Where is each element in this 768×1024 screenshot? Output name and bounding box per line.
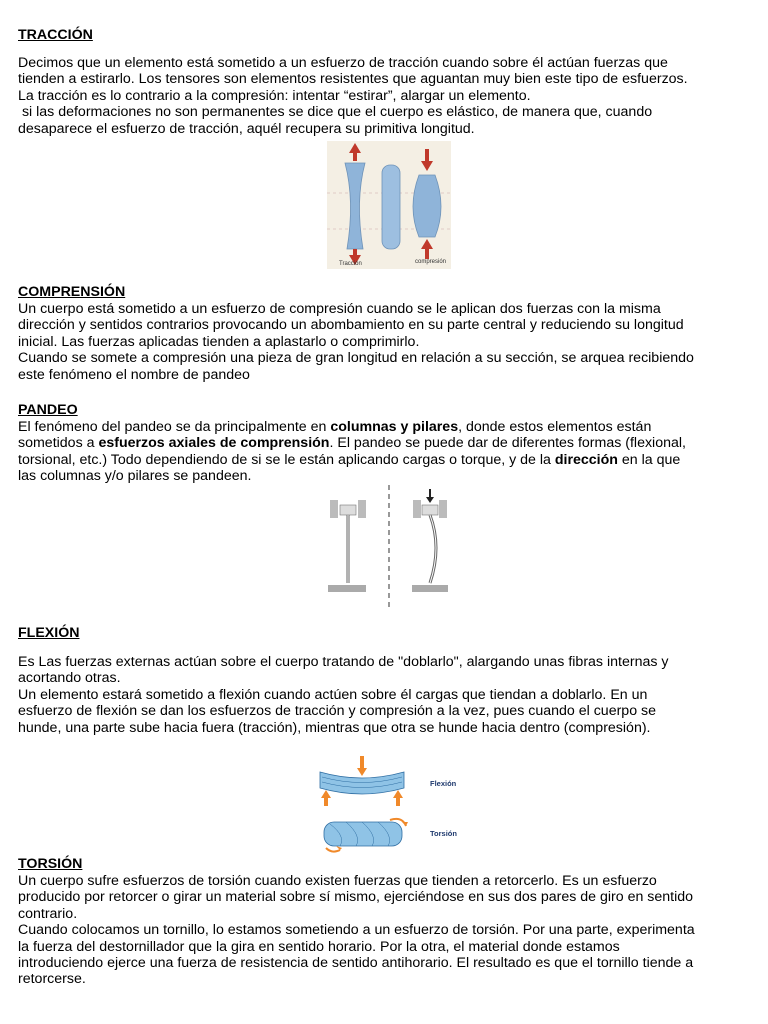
text-line: torsional, etc.) Todo dependiendo de si se le están aplicando cargas o torque, y de la dirección en la que [18,451,681,468]
buckling-figure [326,485,452,607]
arrow-up-icon [393,790,403,806]
section-traccion [18,27,756,44]
text-line: sometidos a esfuerzos axiales de comprensión. El pandeo se puede dar de diferentes formas (flexional, [18,435,686,452]
text-line: contrario. [18,905,78,922]
paragraph-traccion [18,55,756,137]
text-line: introduciendo ejerce una fuerza de resistencia de sentido antihorario. El resultado es que el tornillo tiende a [18,955,694,972]
paragraph-flexion [18,654,756,736]
compressed-cylinder [413,175,441,237]
figure-label: Tracción [339,261,362,267]
section-torsion [18,856,756,988]
text-line: Un cuerpo está sometido a un esfuerzo de compresión cuando se le aplican dos fuerzas con la misma [18,301,661,317]
text-line: las columnas y/o pilares se pandeen. [18,468,252,485]
arrow-up-icon [321,790,331,806]
section-flexion [18,625,756,642]
text-line: El fenómeno del pandeo se da principalmente en columnas y pilares, donde estos elementos están [18,419,652,435]
arrow-down-icon [357,756,367,776]
figure-label: Torsión [430,829,457,838]
heading-torsion: TORSIÓN [18,856,83,872]
heading-pandeo: PANDEO [18,402,78,418]
heading-compresion: COMPRENSIÓN [18,284,126,300]
text-line: Decimos que un elemento está sometido a un esfuerzo de tracción cuando sobre él actúan fuerzas que [18,55,668,71]
text-line: acortando otras. [18,670,121,687]
text-line: La tracción es lo contrario a la compresión: intentar “estirar”, alargar un elemento. [18,87,531,104]
section-compresion [18,284,756,383]
traction-compression-figure [327,141,451,269]
text-line: tienden a estirarlo. Los tensores son elementos resistentes que aguantan muy bien este tipo de esfuerzos. [18,71,688,88]
twisted-rod [324,822,402,846]
arrow-down-icon [426,489,434,503]
section-pandeo [18,402,756,485]
text-line: esfuerzo de flexión se dan los esfuerzos de tracción y compresión a la vez, pues cuando el cuerpo se [18,703,657,720]
text-line: dirección y sentidos contrarios provocando un abombamiento en su parte central y reduciendo su longitud [18,317,684,334]
text-line: Cuando colocamos un tornillo, lo estamos sometiendo a un esfuerzo de torsión. Por una parte, experimenta [18,922,695,939]
neutral-cylinder [382,165,400,249]
text-line: inicial. Las fuerzas aplicadas tienden a aplastarlo o comprimirlo. [18,333,420,350]
text-line: Es Las fuerzas externas actúan sobre el cuerpo tratando de "doblarlo", alargando unas fibras internas y [18,654,669,670]
text-line: la fuerza del destornillador que la gira en sentido horario. Por la otra, el material donde estamos [18,938,620,955]
text-line: Un cuerpo sufre esfuerzos de torsión cuando existen fuerzas que tienden a retorcerlo. Es un esfuerzo [18,873,657,889]
text-line: hunde, una parte sube hacia fuera (tracción), mientras que otra se hunde hacia dentro (compresión). [18,719,651,736]
text-line: si las deformaciones no son permanentes se dice que el cuerpo es elástico, de manera que, cuando [18,104,653,121]
figure-label: compresión [415,259,447,265]
text-line: Cuando se somete a compresión una pieza de gran longitud en relación a su sección, se arquea recibiendo [18,350,694,367]
text-line: retorcerse. [18,971,86,988]
text-line: Un elemento estará sometido a flexión cuando actúen sobre él cargas que tiendan a doblarlo. En un [18,686,648,703]
heading-traccion: TRACCIÓN [18,27,93,43]
figure-label: Flexión [430,779,457,788]
text-line: este fenómeno el nombre de pandeo [18,366,250,383]
text-line: desaparece el esfuerzo de tracción, aquél recupera su primitiva longitud. [18,120,475,137]
text-line: producido por retorcer o girar un material sobre sí mismo, ejerciéndose en sus dos pares de giro en sentido [18,889,694,906]
flexion-torsion-figure [316,750,472,854]
heading-flexion: FLEXIÓN [18,625,80,641]
rotate-arrow-icon [326,848,340,852]
